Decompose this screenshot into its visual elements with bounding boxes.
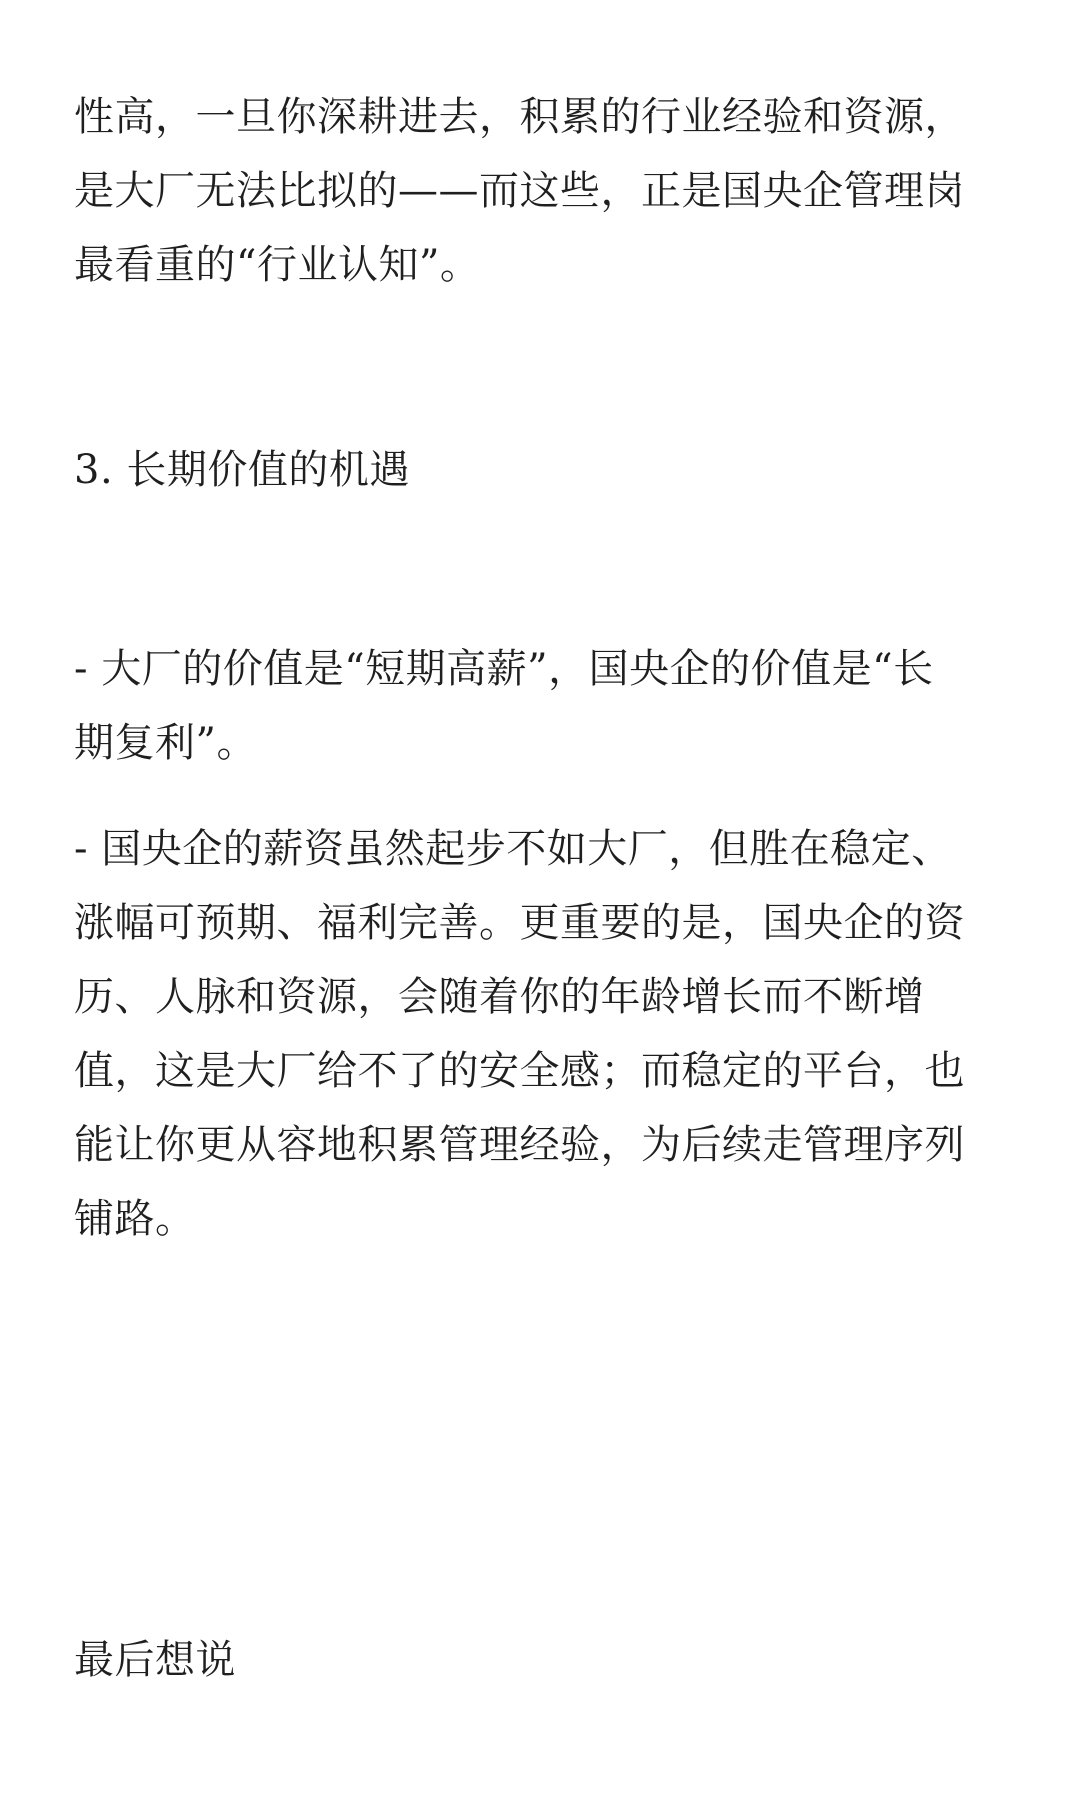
paragraph-line: 历、人脉和资源，会随着你的年龄增长而不断增 <box>74 974 925 1020</box>
paragraph-line: 铺路。 <box>74 1196 196 1242</box>
section-heading: 3. 长期价值的机遇 <box>74 447 410 493</box>
paragraph-line: 期复利”。 <box>74 720 257 766</box>
paragraph-line: - 国央企的薪资虽然起步不如大厂，但胜在稳定、 <box>74 826 952 872</box>
section-heading: 最后想说 <box>74 1637 236 1683</box>
bullet-paragraph <box>74 812 1014 1256</box>
paragraph-line: 性高，一旦你深耕进去，积累的行业经验和资源， <box>74 94 965 140</box>
bullet-paragraph <box>74 632 1014 780</box>
paragraph-line: 值，这是大厂给不了的安全感；而稳定的平台，也 <box>74 1048 965 1094</box>
paragraph-line: 最看重的“行业认知”。 <box>74 242 481 288</box>
intro-paragraph <box>74 80 1014 302</box>
paragraph-line: 能让你更从容地积累管理经验，为后续走管理序列 <box>74 1122 965 1168</box>
paragraph-line: - 大厂的价值是“短期高薪”，国央企的价值是“长 <box>74 646 934 692</box>
paragraph-line: 是大厂无法比拟的——而这些，正是国央企管理岗 <box>74 168 965 214</box>
paragraph-line: 涨幅可预期、福利完善。更重要的是，国央企的资 <box>74 900 965 946</box>
